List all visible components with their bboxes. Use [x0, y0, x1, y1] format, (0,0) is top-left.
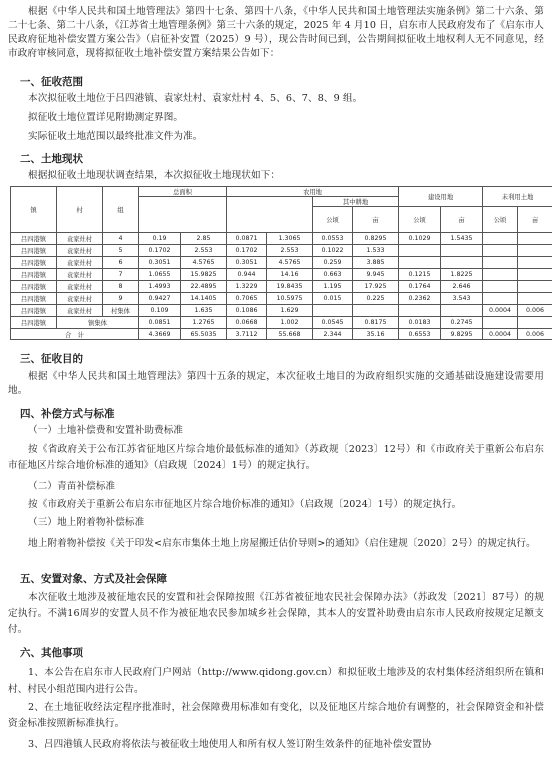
table-cell: 1.635 — [181, 305, 227, 317]
table-row — [11, 257, 552, 269]
header-cultivated: 其中耕地 — [313, 197, 399, 207]
total-cell: 4.3669 — [139, 329, 181, 340]
table-cell: 10.5975 — [267, 293, 313, 305]
table-cell — [399, 257, 441, 269]
table-cell: 0.0183 — [399, 317, 441, 329]
section-heading-resettlement: 五、安置对象、方式及社会保障 — [20, 573, 167, 585]
table-row — [11, 317, 552, 329]
sub-heading-land-compensation: （一）土地补偿费和安置补助费标准 — [28, 425, 184, 436]
scope-final-note: 实际征收土地范围以最终批准文件为准。 — [28, 131, 203, 142]
table-row — [11, 233, 552, 245]
table-cell — [518, 233, 552, 245]
table-cell: 吕四港镇 — [11, 293, 57, 305]
table-cell: 1.0655 — [139, 269, 181, 281]
table-cell — [518, 245, 552, 257]
other-item-2: 2、在土地征收经法定程序批准时，社会保障费用标准如有变化，以及征地区片综合地价有调整的，社会保障资金和补偿资金标准按照新标准执行。 — [8, 702, 544, 729]
table-cell: 吕四港镇 — [11, 257, 57, 269]
table-cell: 0.2745 — [441, 317, 483, 329]
table-row — [11, 305, 552, 317]
header-construction-mu: 亩 — [441, 207, 483, 233]
table-cell: 1.5435 — [441, 233, 483, 245]
table-cell: 0.1086 — [227, 305, 267, 317]
table-cell: 0.225 — [353, 293, 399, 305]
table-cell: 0.015 — [313, 293, 353, 305]
table-cell: 0.7065 — [227, 293, 267, 305]
table-cell: 村集体 — [103, 305, 139, 317]
table-cell: 袁家灶村 — [57, 233, 103, 245]
table-cell — [518, 257, 552, 269]
total-cell: 35.16 — [353, 329, 399, 340]
table-cell — [483, 245, 518, 257]
attachment-compensation-paragraph: 地上附着物补偿按《关于印发<启东市集体土地上房屋搬迁估价导则>的通知》（启住建规〔2020〕2号）的规定执行。 — [28, 538, 536, 549]
section-heading-status: 二、土地现状 — [20, 153, 83, 165]
section-heading-compensation: 四、补偿方式与标准 — [20, 408, 115, 420]
table-cell: 0.8175 — [353, 317, 399, 329]
other-item-3: 3、吕四港镇人民政府将依法与被征收土地使用人和所有权人签订附生效条件的征地补偿安置协 — [28, 739, 432, 750]
table-cell: 0.944 — [227, 269, 267, 281]
header-construction-ha: 公顷 — [399, 207, 441, 233]
table-cell — [353, 305, 399, 317]
table-cell — [441, 257, 483, 269]
total-cell: 65.5035 — [181, 329, 227, 340]
table-cell: 7 — [103, 269, 139, 281]
other-item-1: 1、本公告在启东市人民政府门户网站（http://www.qidong.gov.cn）和拟征收土地涉及的农村集体经济组织所在镇和村、村民小组范围内进行公告。 — [8, 667, 544, 695]
purpose-paragraph: 根据《中华人民共和国土地管理法》第四十五条的规定，本次征收土地目的为政府组织实施的交通基础设施建设需要用地。 — [8, 371, 544, 396]
table-cell: 0.9427 — [139, 293, 181, 305]
table-cell: 2.85 — [181, 233, 227, 245]
sub-heading-attachment-compensation: （三）地上附着物补偿标准 — [28, 517, 145, 528]
table-cell: 袁家灶村 — [57, 293, 103, 305]
table-cell: 袁家灶村 — [57, 245, 103, 257]
table-cell: 4.5765 — [267, 257, 313, 269]
table-cell: 1.533 — [353, 245, 399, 257]
total-cell: 9.8295 — [441, 329, 483, 340]
header-town: 镇 — [11, 187, 57, 233]
header-unused: 未利用土地 — [483, 187, 552, 207]
table-cell: 1.8225 — [441, 269, 483, 281]
table-cell: 0.3051 — [227, 257, 267, 269]
table-cell: 0.19 — [139, 233, 181, 245]
table-cell: 1.2765 — [181, 317, 227, 329]
table-cell: 2.646 — [441, 281, 483, 293]
header-unused-mu: 亩 — [518, 207, 552, 233]
table-cell — [399, 305, 441, 317]
table-cell: 镇集体 — [57, 317, 139, 329]
table-cell: 0.8295 — [353, 233, 399, 245]
table-cell: 袁家灶村 — [57, 257, 103, 269]
table-cell — [518, 281, 552, 293]
land-compensation-paragraph: 按《省政府关于公布江苏省征地区片综合地价最低标准的通知》（苏政规〔2023〕12号）和《市政府关于重新公布启东市征地区片综合地价标准的通知》（启政规〔2024〕1号）的规定执行。 — [8, 444, 544, 471]
section-heading-other: 六、其他事项 — [20, 647, 83, 659]
table-cell — [399, 245, 441, 257]
header-village: 村 — [57, 187, 103, 233]
table-cell: 1.002 — [267, 317, 313, 329]
table-cell: 0.1702 — [227, 245, 267, 257]
table-cell: 0.0668 — [227, 317, 267, 329]
table-cell — [483, 281, 518, 293]
table-cell: 0.663 — [313, 269, 353, 281]
total-cell: 55.668 — [267, 329, 313, 340]
total-cell: 0.0004 — [483, 329, 518, 340]
table-row — [11, 245, 552, 257]
table-cell: 22.4895 — [181, 281, 227, 293]
table-cell: 0.259 — [313, 257, 353, 269]
header-farmland-blank — [227, 197, 313, 233]
table-cell: 3.543 — [441, 293, 483, 305]
table-cell: 14.1405 — [181, 293, 227, 305]
table-cell: 袁家灶村 — [57, 305, 103, 317]
header-cultivated-ha: 公顷 — [313, 207, 353, 233]
table-cell — [518, 293, 552, 305]
table-cell: 1.4993 — [139, 281, 181, 293]
table-cell: 4.5765 — [181, 257, 227, 269]
table-cell: 1.3065 — [267, 233, 313, 245]
header-cultivated-mu: 亩 — [353, 207, 399, 233]
section-heading-scope: 一、征收范围 — [20, 76, 83, 88]
sub-heading-crop-compensation: （二）青苗补偿标准 — [28, 481, 116, 492]
table-cell — [483, 233, 518, 245]
table-cell: 8 — [103, 281, 139, 293]
table-cell: 4 — [103, 233, 139, 245]
table-cell — [518, 269, 552, 281]
table-cell: 0.3051 — [139, 257, 181, 269]
table-cell — [483, 317, 518, 329]
table-cell: 3.885 — [353, 257, 399, 269]
header-construction: 建设用地 — [399, 187, 483, 207]
status-intro: 根据拟征收土地现状调查结果，本次拟征收土地现状如下： — [28, 170, 281, 181]
scope-map-note: 拟征收土地位置详见附勘测定界图。 — [28, 112, 184, 123]
table-cell — [441, 305, 483, 317]
table-cell: 袁家灶村 — [57, 281, 103, 293]
table-cell: 吕四港镇 — [11, 233, 57, 245]
table-cell: 吕四港镇 — [11, 245, 57, 257]
table-cell: 5 — [103, 245, 139, 257]
table-cell — [483, 257, 518, 269]
table-cell: 2.553 — [267, 245, 313, 257]
header-unused-ha: 公顷 — [483, 207, 518, 233]
resettlement-paragraph: 本次征收土地涉及被征地农民的安置和社会保障按照《江苏省被征地农民社会保障办法》（苏政发〔2021〕87号）的规定执行。不满16周岁的安置人员不作为被征地农民参加城乡社会保障，其本人的安置补助费由启东市人民政府按规定足额支付。 — [8, 592, 544, 635]
land-status-table — [10, 186, 552, 340]
table-cell — [483, 293, 518, 305]
header-group: 组 — [103, 187, 139, 233]
header-total-blank — [139, 197, 227, 233]
table-cell: 0.0004 — [483, 305, 518, 317]
scope-location: 本次拟征收土地位于吕四港镇、袁家灶村、袁家灶村 4、5、6、7、8、9 组。 — [28, 93, 363, 104]
table-cell: 1.3229 — [227, 281, 267, 293]
table-cell: 14.16 — [267, 269, 313, 281]
table-cell: 袁家灶村 — [57, 269, 103, 281]
table-cell: 0.0545 — [313, 317, 353, 329]
table-cell: 0.1022 — [313, 245, 353, 257]
table-cell: 0.1029 — [399, 233, 441, 245]
table-row — [11, 269, 552, 281]
table-cell: 吕四港镇 — [11, 305, 57, 317]
section-heading-purpose: 三、征收目的 — [20, 353, 83, 365]
table-cell: 吕四港镇 — [11, 317, 57, 329]
total-cell: 2.344 — [313, 329, 353, 340]
table-cell — [441, 245, 483, 257]
total-cell: 0.006 — [518, 329, 552, 340]
table-cell: 0.2362 — [399, 293, 441, 305]
table-cell: 9.945 — [353, 269, 399, 281]
table-cell — [313, 305, 353, 317]
table-cell: 0.1764 — [399, 281, 441, 293]
table-cell: 15.9825 — [181, 269, 227, 281]
table-cell: 1.629 — [267, 305, 313, 317]
total-cell: 3.7112 — [227, 329, 267, 340]
total-cell: 0.6553 — [399, 329, 441, 340]
table-row — [11, 293, 552, 305]
table-cell: 吕四港镇 — [11, 281, 57, 293]
intro-paragraph: 根据《中华人民共和国土地管理法》第四十七条、第四十八条，《中华人民共和国土地管理法实施条例》第二十六条、第二十七条、第二十八条，《江苏省土地管理条例》第三十六条的规定，2025 年 4 月10 日，启东市人民政府发布了《启东市人民政府征地补偿安置方案公告》（启征补安置（2025）9 号），现公告时间已到，公告期间拟征收土地权利人无不同意见，经市政府审核同意，现将拟征收土地补偿安置方案结果公告如下： — [8, 6, 544, 59]
table-cell: 0.1215 — [399, 269, 441, 281]
table-cell: 2.553 — [181, 245, 227, 257]
table-cell — [483, 269, 518, 281]
table-cell: 17.925 — [353, 281, 399, 293]
table-cell — [518, 317, 552, 329]
table-cell: 6 — [103, 257, 139, 269]
table-cell: 19.8435 — [267, 281, 313, 293]
table-cell: 0.1702 — [139, 245, 181, 257]
table-cell: 9 — [103, 293, 139, 305]
table-cell: 0.0553 — [313, 233, 353, 245]
table-cell: 0.0871 — [227, 233, 267, 245]
table-cell: 0.006 — [518, 305, 552, 317]
header-farmland: 农用地 — [227, 187, 399, 197]
header-total: 总面积 — [139, 187, 227, 197]
table-cell: 1.195 — [313, 281, 353, 293]
table-cell: 吕四港镇 — [11, 269, 57, 281]
total-label: 合 计 — [11, 329, 139, 340]
table-row — [11, 281, 552, 293]
table-cell: 0.109 — [139, 305, 181, 317]
crop-compensation-paragraph: 按《市政府关于重新公布启东市征地区片综合地价标准的通知》（启政规〔2024〕1号）的规定执行。 — [28, 499, 462, 510]
table-cell: 0.0851 — [139, 317, 181, 329]
